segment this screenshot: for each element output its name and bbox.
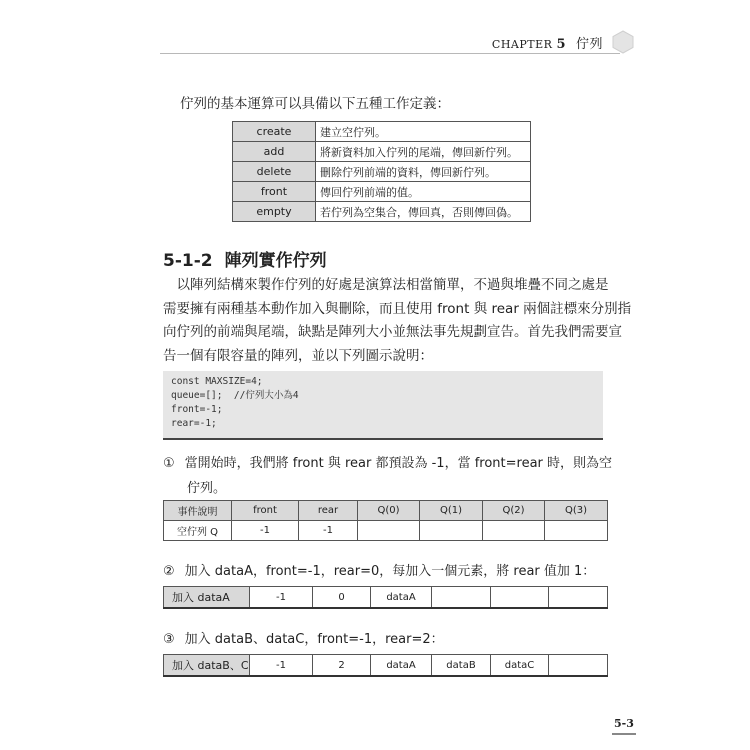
step-2 bbox=[163, 560, 595, 579]
row-label: 加入 dataA bbox=[164, 587, 250, 609]
table-cell: 空佇列 Q bbox=[164, 521, 232, 541]
intro-text: 佇列的基本運算可以具備以下五種工作定義： bbox=[180, 96, 450, 112]
step-text-continued: 佇列。 bbox=[187, 481, 227, 496]
step-3 bbox=[163, 628, 444, 647]
chapter-title: 佇列 bbox=[575, 37, 603, 52]
header-cell: Q(0) bbox=[358, 501, 420, 521]
op-desc: 傳回佇列前端的值。 bbox=[316, 182, 531, 202]
table-cell: dataA bbox=[371, 655, 432, 677]
page-number: 5-3 bbox=[614, 717, 634, 730]
table-cell: dataB bbox=[432, 655, 491, 677]
op-desc: 將新資料加入佇列的尾端，傳回新佇列。 bbox=[316, 142, 531, 162]
header-cell: Q(3) bbox=[545, 501, 608, 521]
page-number-rule bbox=[612, 733, 636, 735]
queue-table-add-bc bbox=[163, 654, 608, 677]
table-row bbox=[164, 655, 608, 677]
table-cell: dataA bbox=[371, 587, 432, 609]
code-block bbox=[163, 371, 603, 440]
header-cell: rear bbox=[299, 501, 358, 521]
table-cell: 2 bbox=[313, 655, 371, 677]
queue-table-add-a bbox=[163, 586, 608, 609]
section-title: 陣列實作佇列 bbox=[224, 251, 327, 271]
paragraph-line: 需要擁有兩種基本動作加入與刪除，而且使用 front 與 rear 兩個註標來分別指 bbox=[163, 300, 632, 317]
op-name: front bbox=[233, 182, 316, 202]
op-desc: 若佇列為空集合，傳回真，否則傳回偽。 bbox=[316, 202, 531, 222]
table-row bbox=[233, 162, 531, 182]
code-line: rear=-1; bbox=[171, 418, 217, 429]
table-row bbox=[233, 142, 531, 162]
header-rule bbox=[160, 53, 620, 54]
table-cell bbox=[420, 521, 483, 541]
operations-table bbox=[232, 121, 531, 222]
table-header-row bbox=[164, 501, 608, 521]
table-cell bbox=[358, 521, 420, 541]
table-cell bbox=[545, 521, 608, 541]
chapter-heading bbox=[470, 33, 603, 52]
section-heading bbox=[163, 246, 327, 271]
paragraph-line: 以陣列結構來製作佇列的好處是演算法相當簡單，不過與堆疊不同之處是 bbox=[163, 277, 609, 293]
header-cell: 事件說明 bbox=[164, 501, 232, 521]
table-row bbox=[233, 202, 531, 222]
table-cell bbox=[483, 521, 545, 541]
table-cell: -1 bbox=[250, 587, 313, 609]
header-cell: Q(2) bbox=[483, 501, 545, 521]
op-name: add bbox=[233, 142, 316, 162]
queue-table-initial bbox=[163, 500, 608, 541]
header-cell: Q(1) bbox=[420, 501, 483, 521]
table-cell: -1 bbox=[232, 521, 299, 541]
chapter-label: CHAPTER bbox=[491, 38, 553, 51]
paragraph-line: 告一個有限容量的陣列，並以下列圖示說明： bbox=[163, 347, 433, 364]
row-label: 加入 dataB、C bbox=[164, 655, 250, 677]
step-marker: ③ bbox=[163, 632, 175, 647]
step-marker: ② bbox=[163, 564, 175, 579]
step-marker: ① bbox=[163, 456, 175, 471]
op-desc: 刪除佇列前端的資料，傳回新佇列。 bbox=[316, 162, 531, 182]
table-cell bbox=[432, 587, 491, 609]
section-number: 5-1-2 bbox=[163, 251, 213, 271]
step-text: 加入 dataB、dataC，front=-1，rear=2： bbox=[184, 632, 444, 647]
step-text: 加入 dataA，front=-1，rear=0，每加入一個元素，將 rear 值加 1： bbox=[184, 564, 596, 579]
table-row bbox=[233, 182, 531, 202]
table-cell bbox=[491, 587, 549, 609]
step-text: 當開始時，我們將 front 與 rear 都預設為 -1，當 front=rear 時，則為空 bbox=[184, 456, 613, 471]
op-name: create bbox=[233, 122, 316, 142]
code-line: front=-1; bbox=[171, 404, 223, 415]
table-cell: dataC bbox=[491, 655, 549, 677]
hexagon-icon bbox=[611, 30, 635, 54]
op-name: delete bbox=[233, 162, 316, 182]
table-row bbox=[233, 122, 531, 142]
body-paragraph bbox=[163, 274, 632, 368]
op-name: empty bbox=[233, 202, 316, 222]
code-line: const MAXSIZE=4; bbox=[171, 376, 263, 387]
table-cell: -1 bbox=[250, 655, 313, 677]
table-row bbox=[164, 587, 608, 609]
table-cell: 0 bbox=[313, 587, 371, 609]
op-desc: 建立空佇列。 bbox=[316, 122, 531, 142]
chapter-number: 5 bbox=[556, 37, 566, 52]
table-cell: -1 bbox=[299, 521, 358, 541]
header-cell: front bbox=[232, 501, 299, 521]
table-cell bbox=[549, 655, 608, 677]
table-cell bbox=[549, 587, 608, 609]
step-1 bbox=[163, 452, 612, 496]
table-row bbox=[164, 521, 608, 541]
paragraph-line: 向佇列的前端與尾端，缺點是陣列大小並無法事先規劃宣告。首先我們需要宣 bbox=[163, 324, 622, 340]
code-line: queue=[]; //佇列大小為4 bbox=[171, 390, 299, 401]
